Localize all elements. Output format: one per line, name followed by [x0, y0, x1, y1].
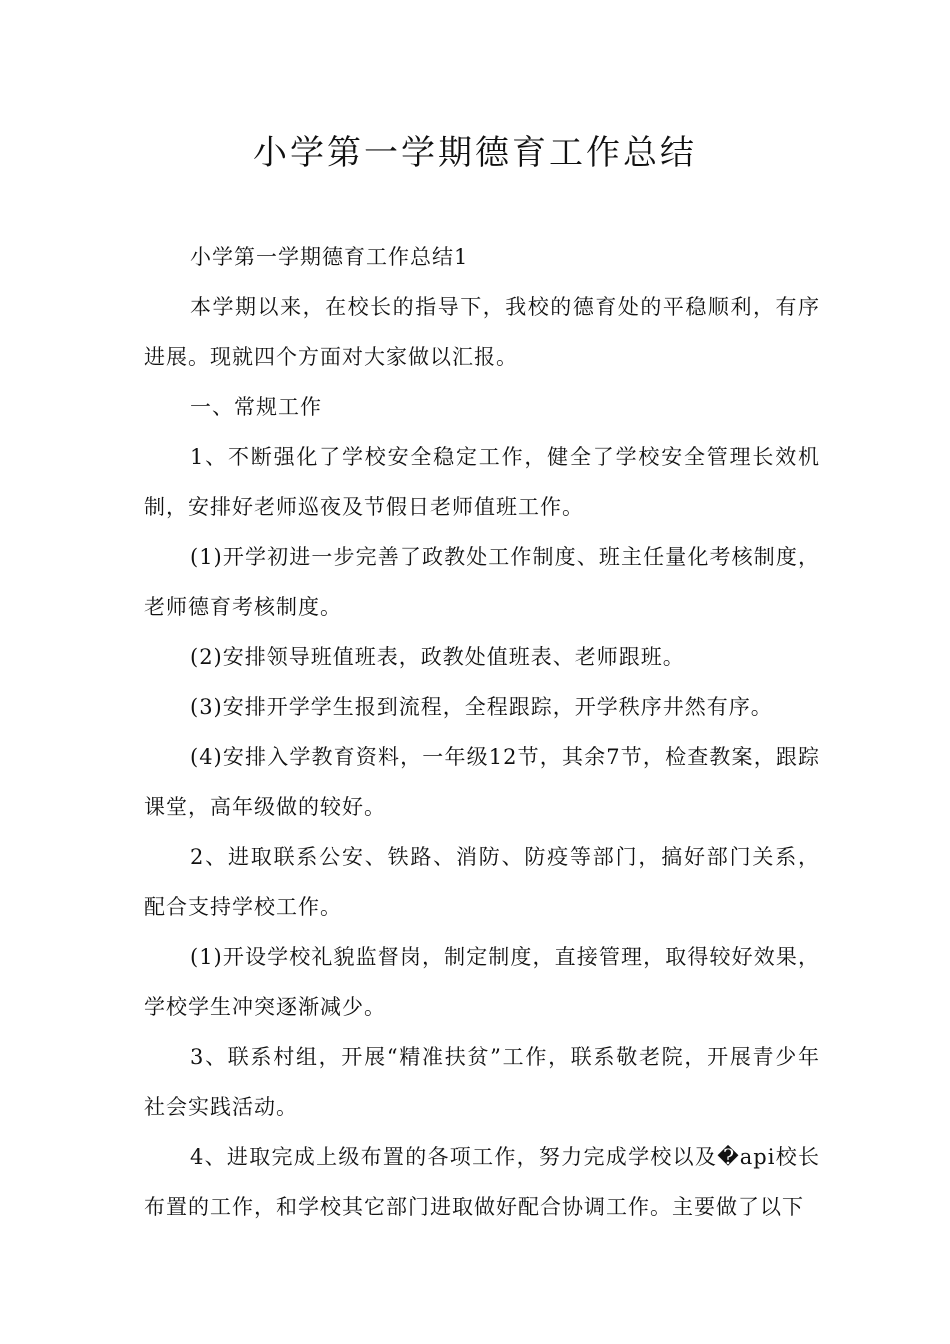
paragraph: (2)安排领导班值班表，政教处值班表、老师跟班。 — [190, 645, 685, 669]
subsection-heading: 一、常规工作 — [190, 395, 322, 419]
paragraph: 本学期以来，在校长的指导下，我校的德育处的平稳顺利，有序进展。现就四个方面对大家做以汇报。 — [144, 295, 820, 369]
paragraph: (1)开设学校礼貌监督岗，制定制度，直接管理，取得较好效果，学校学生冲突逐渐减少。 — [144, 945, 820, 1019]
paragraph: (3)安排开学学生报到流程，全程跟踪，开学秩序井然有序。 — [190, 695, 773, 719]
section-heading: 小学第一学期德育工作总结1 — [190, 245, 469, 269]
paragraph: (4)安排入学教育资料，一年级12节，其余7节，检查教案，跟踪课堂，高年级做的较好。 — [144, 745, 820, 819]
document-title: 小学第一学期德育工作总结 — [253, 133, 697, 173]
paragraph: 3、联系村组，开展“精准扶贫”工作，联系敬老院，开展青少年社会实践活动。 — [144, 1045, 820, 1119]
paragraph: (1)开学初进一步完善了政教处工作制度、班主任量化考核制度，老师德育考核制度。 — [144, 545, 820, 619]
document-body — [144, 232, 820, 1232]
paragraph: 4、进取完成上级布置的各项工作，努力完成学校以及�api校长布置的工作，和学校其它部门进取做好配合协调工作。主要做了以下 — [144, 1145, 820, 1219]
paragraph: 2、进取联系公安、铁路、消防、防疫等部门，搞好部门关系，配合支持学校工作。 — [144, 845, 820, 919]
paragraph: 1、不断强化了学校安全稳定工作，健全了学校安全管理长效机制，安排好老师巡夜及节假日老师值班工作。 — [144, 445, 820, 519]
